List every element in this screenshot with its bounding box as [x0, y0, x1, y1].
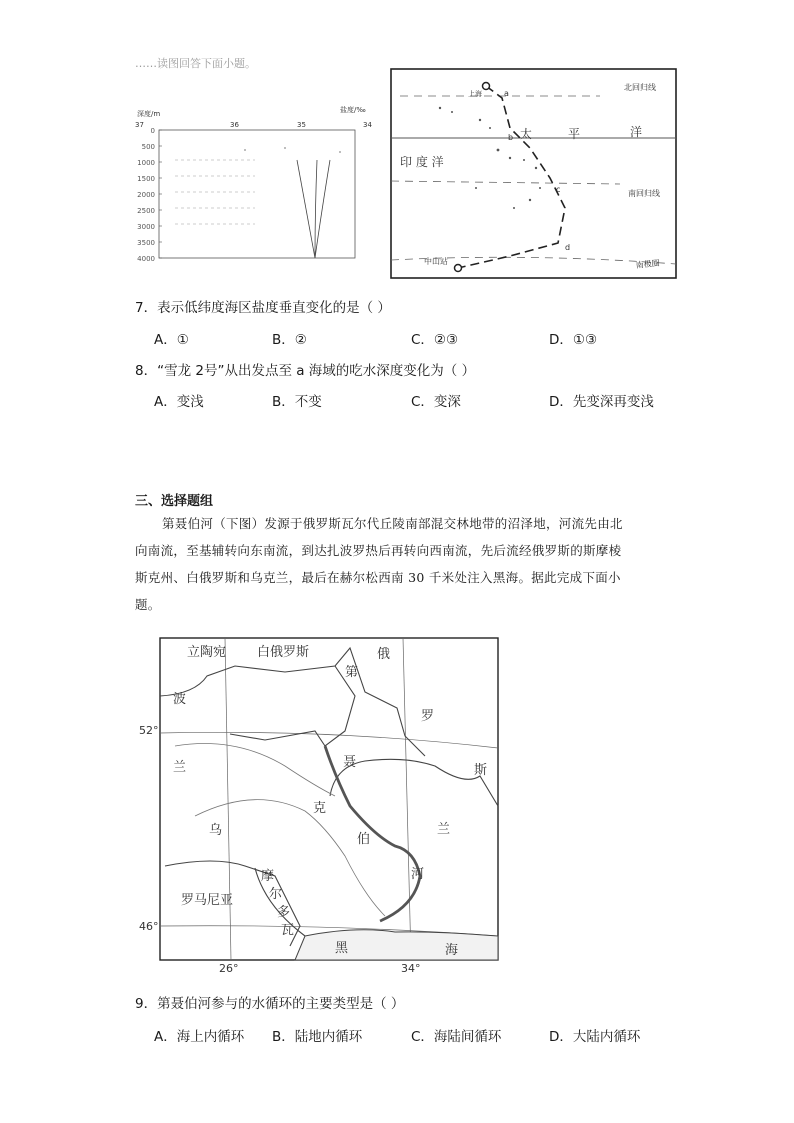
- depth-unit-label: 深度/m: [137, 110, 161, 118]
- depth-tick-label: 500: [141, 143, 155, 151]
- label-dnieper-3: 伯: [357, 832, 371, 847]
- polar-circle-label: 南极圈: [635, 258, 661, 270]
- depth-tick-label: 1000: [137, 159, 155, 167]
- pacific-char-1: 太: [520, 127, 533, 141]
- q8-option-b[interactable]: B．不变: [272, 394, 322, 410]
- question-9-stem: 9．第聂伯河参与的水循环的主要类型是（ ）: [135, 996, 405, 1012]
- point-d: d: [565, 243, 571, 252]
- depth-tick-label: 2000: [137, 191, 155, 199]
- q9-option-c[interactable]: C．海陆间循环: [411, 1029, 502, 1045]
- label-russia-1: 俄: [377, 647, 391, 662]
- end-point: [455, 265, 462, 272]
- depth-tick-label: 1500: [137, 175, 155, 183]
- q9-option-b[interactable]: B．陆地内循环: [272, 1029, 363, 1045]
- label-lithuania: 立陶宛: [187, 645, 227, 660]
- label-dnieper-4: 河: [411, 867, 425, 882]
- salinity-tick: 37: [135, 121, 144, 129]
- start-point: [483, 83, 490, 90]
- label-russia-2: 罗: [421, 709, 435, 724]
- point-b: b: [508, 133, 514, 142]
- q8-option-d[interactable]: D．先变深再变浅: [549, 394, 654, 410]
- indian-ocean-label: 印 度 洋: [400, 155, 444, 169]
- cut-off-text: ……读图回答下面小题。: [135, 57, 256, 70]
- station-label: 中山站: [424, 257, 448, 266]
- label-belarus: 白俄罗斯: [257, 645, 310, 660]
- point-c: c: [556, 185, 561, 194]
- snow-dragon-route-map: [390, 68, 678, 280]
- label-romania: 罗马尼亚: [181, 893, 234, 908]
- label-moldova-3: 多: [277, 905, 291, 920]
- south-tropic-label: 南回归线: [628, 189, 660, 198]
- label-moldova-1: 摩: [261, 869, 275, 884]
- lon-26-label: 26°: [219, 962, 239, 975]
- salinity-curve-3: [315, 160, 330, 258]
- plot-frame: [159, 130, 355, 258]
- start-label: 上海: [468, 90, 482, 98]
- map-frame: [160, 638, 498, 960]
- salinity-tick: 35: [297, 121, 306, 129]
- label-dnieper-2: 聂: [343, 755, 357, 770]
- label-ukraine-1: 乌: [209, 823, 223, 838]
- lon-34-label: 34°: [401, 962, 421, 975]
- salinity-depth-figure: [135, 100, 370, 270]
- depth-tick-label: 0: [150, 127, 155, 135]
- depth-tick-label: 3500: [137, 239, 155, 247]
- q9-option-d[interactable]: D．大陆内循环: [549, 1029, 641, 1045]
- passage-line: 题。: [135, 597, 161, 612]
- salinity-curve-2: [297, 160, 315, 258]
- q8-option-c[interactable]: C．变深: [411, 394, 461, 410]
- map-frame: [391, 69, 676, 278]
- label-dnieper-1: 第: [345, 665, 359, 680]
- lat-46-label: 46°: [139, 920, 159, 933]
- q9-option-a[interactable]: A．海上内循环: [154, 1029, 245, 1045]
- section-3-passage: [135, 510, 665, 618]
- depth-tick-label: 2500: [137, 207, 155, 215]
- depth-tick-label: 3000: [137, 223, 155, 231]
- q7-option-c[interactable]: C．②③: [411, 332, 459, 348]
- label-ukraine-2: 克: [313, 801, 327, 816]
- pacific-char-2: 平: [568, 127, 581, 141]
- q7-option-a[interactable]: A．①: [154, 332, 189, 348]
- salinity-tick: 36: [230, 121, 239, 129]
- label-black-sea-1: 黑: [335, 941, 349, 956]
- passage-line: 向南流，至基辅转向东南流，到达扎波罗热后再转向西南流，先后流经俄罗斯的斯摩棱: [135, 543, 622, 558]
- label-black-sea-2: 海: [445, 943, 459, 958]
- lat-52-label: 52°: [139, 724, 159, 737]
- north-tropic-label: 北回归线: [624, 83, 656, 92]
- passage-line: 斯克州、白俄罗斯和乌克兰，最后在赫尔松西南 30 千米处注入黑海。据此完成下面小: [135, 570, 621, 585]
- passage-line: 第聂伯河（下图）发源于俄罗斯瓦尔代丘陵南部混交林地带的沼泽地，河流先由北: [162, 516, 623, 531]
- depth-tick-label: 4000: [137, 255, 155, 263]
- label-moldova-4: 瓦: [281, 923, 295, 938]
- label-poland-2: 兰: [173, 760, 187, 775]
- salinity-tick: 34: [363, 121, 372, 129]
- section-3-heading: 三、选择题组: [135, 494, 214, 509]
- label-poland-1: 波: [173, 692, 187, 707]
- label-moldova-2: 尔: [269, 887, 283, 902]
- q8-option-a[interactable]: A．变浅: [154, 394, 204, 410]
- question-7-stem: 7．表示低纬度海区盐度垂直变化的是（ ）: [135, 300, 391, 316]
- q7-option-d[interactable]: D．①③: [549, 332, 598, 348]
- label-ukraine-3: 兰: [437, 822, 451, 837]
- label-russia-3: 斯: [474, 763, 488, 778]
- q7-option-b[interactable]: B．②: [272, 332, 307, 348]
- dnieper-river-map: [135, 636, 505, 974]
- question-8-stem: 8．“雪龙 2号”从出发点至 a 海域的吃水深度变化为（ ）: [135, 363, 476, 379]
- pacific-char-3: 洋: [630, 125, 643, 139]
- salinity-unit-label: 盐度/‰: [340, 106, 366, 114]
- point-a: a: [504, 89, 509, 98]
